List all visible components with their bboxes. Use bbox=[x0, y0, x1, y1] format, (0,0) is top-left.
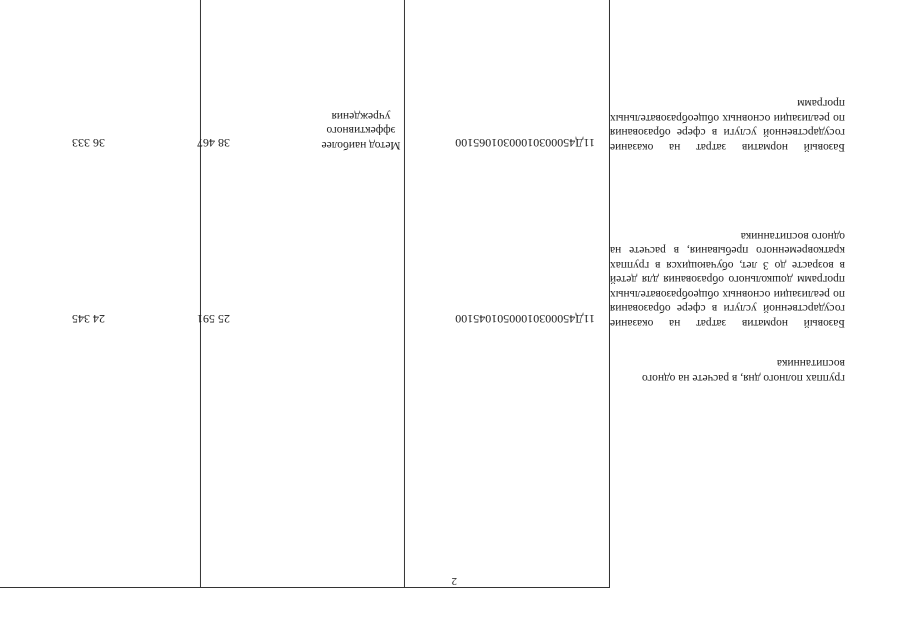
header-name bbox=[405, 0, 610, 588]
table-row-registry: 11Д45000301000501045100 bbox=[455, 312, 595, 326]
table-row-incl: 24 345 bbox=[72, 312, 105, 326]
table-row-total: 25 591 bbox=[197, 312, 230, 326]
table-row-incl: 36 333 bbox=[72, 136, 105, 150]
table-row-total: 38 467 bbox=[197, 136, 230, 150]
row-continuation-text: группах полного дня, в расчете на одного воспитанника bbox=[641, 357, 845, 384]
table-row-name: Базовый норматив затрат на оказание государственной услуги в сфере образования по реализации основных общеобразовательных программ bbox=[610, 97, 845, 153]
table-row-name: Базовый норматив затрат на оказание государственной услуги в сфере образования по реализации основных общеобразовательных программ дошкольного образования для детей в возрасте до 3 лет, обучающихся в группах кратковременного пребывания, в расчете на одного воспитанника bbox=[610, 230, 845, 329]
header-registry bbox=[201, 0, 405, 588]
header-method bbox=[0, 0, 201, 588]
page-number: 2 bbox=[451, 575, 457, 587]
table-row-method: Метод наиболее эффективного учреждения bbox=[321, 110, 401, 151]
table-row-registry: 11Д45000301000301065100 bbox=[455, 136, 595, 150]
